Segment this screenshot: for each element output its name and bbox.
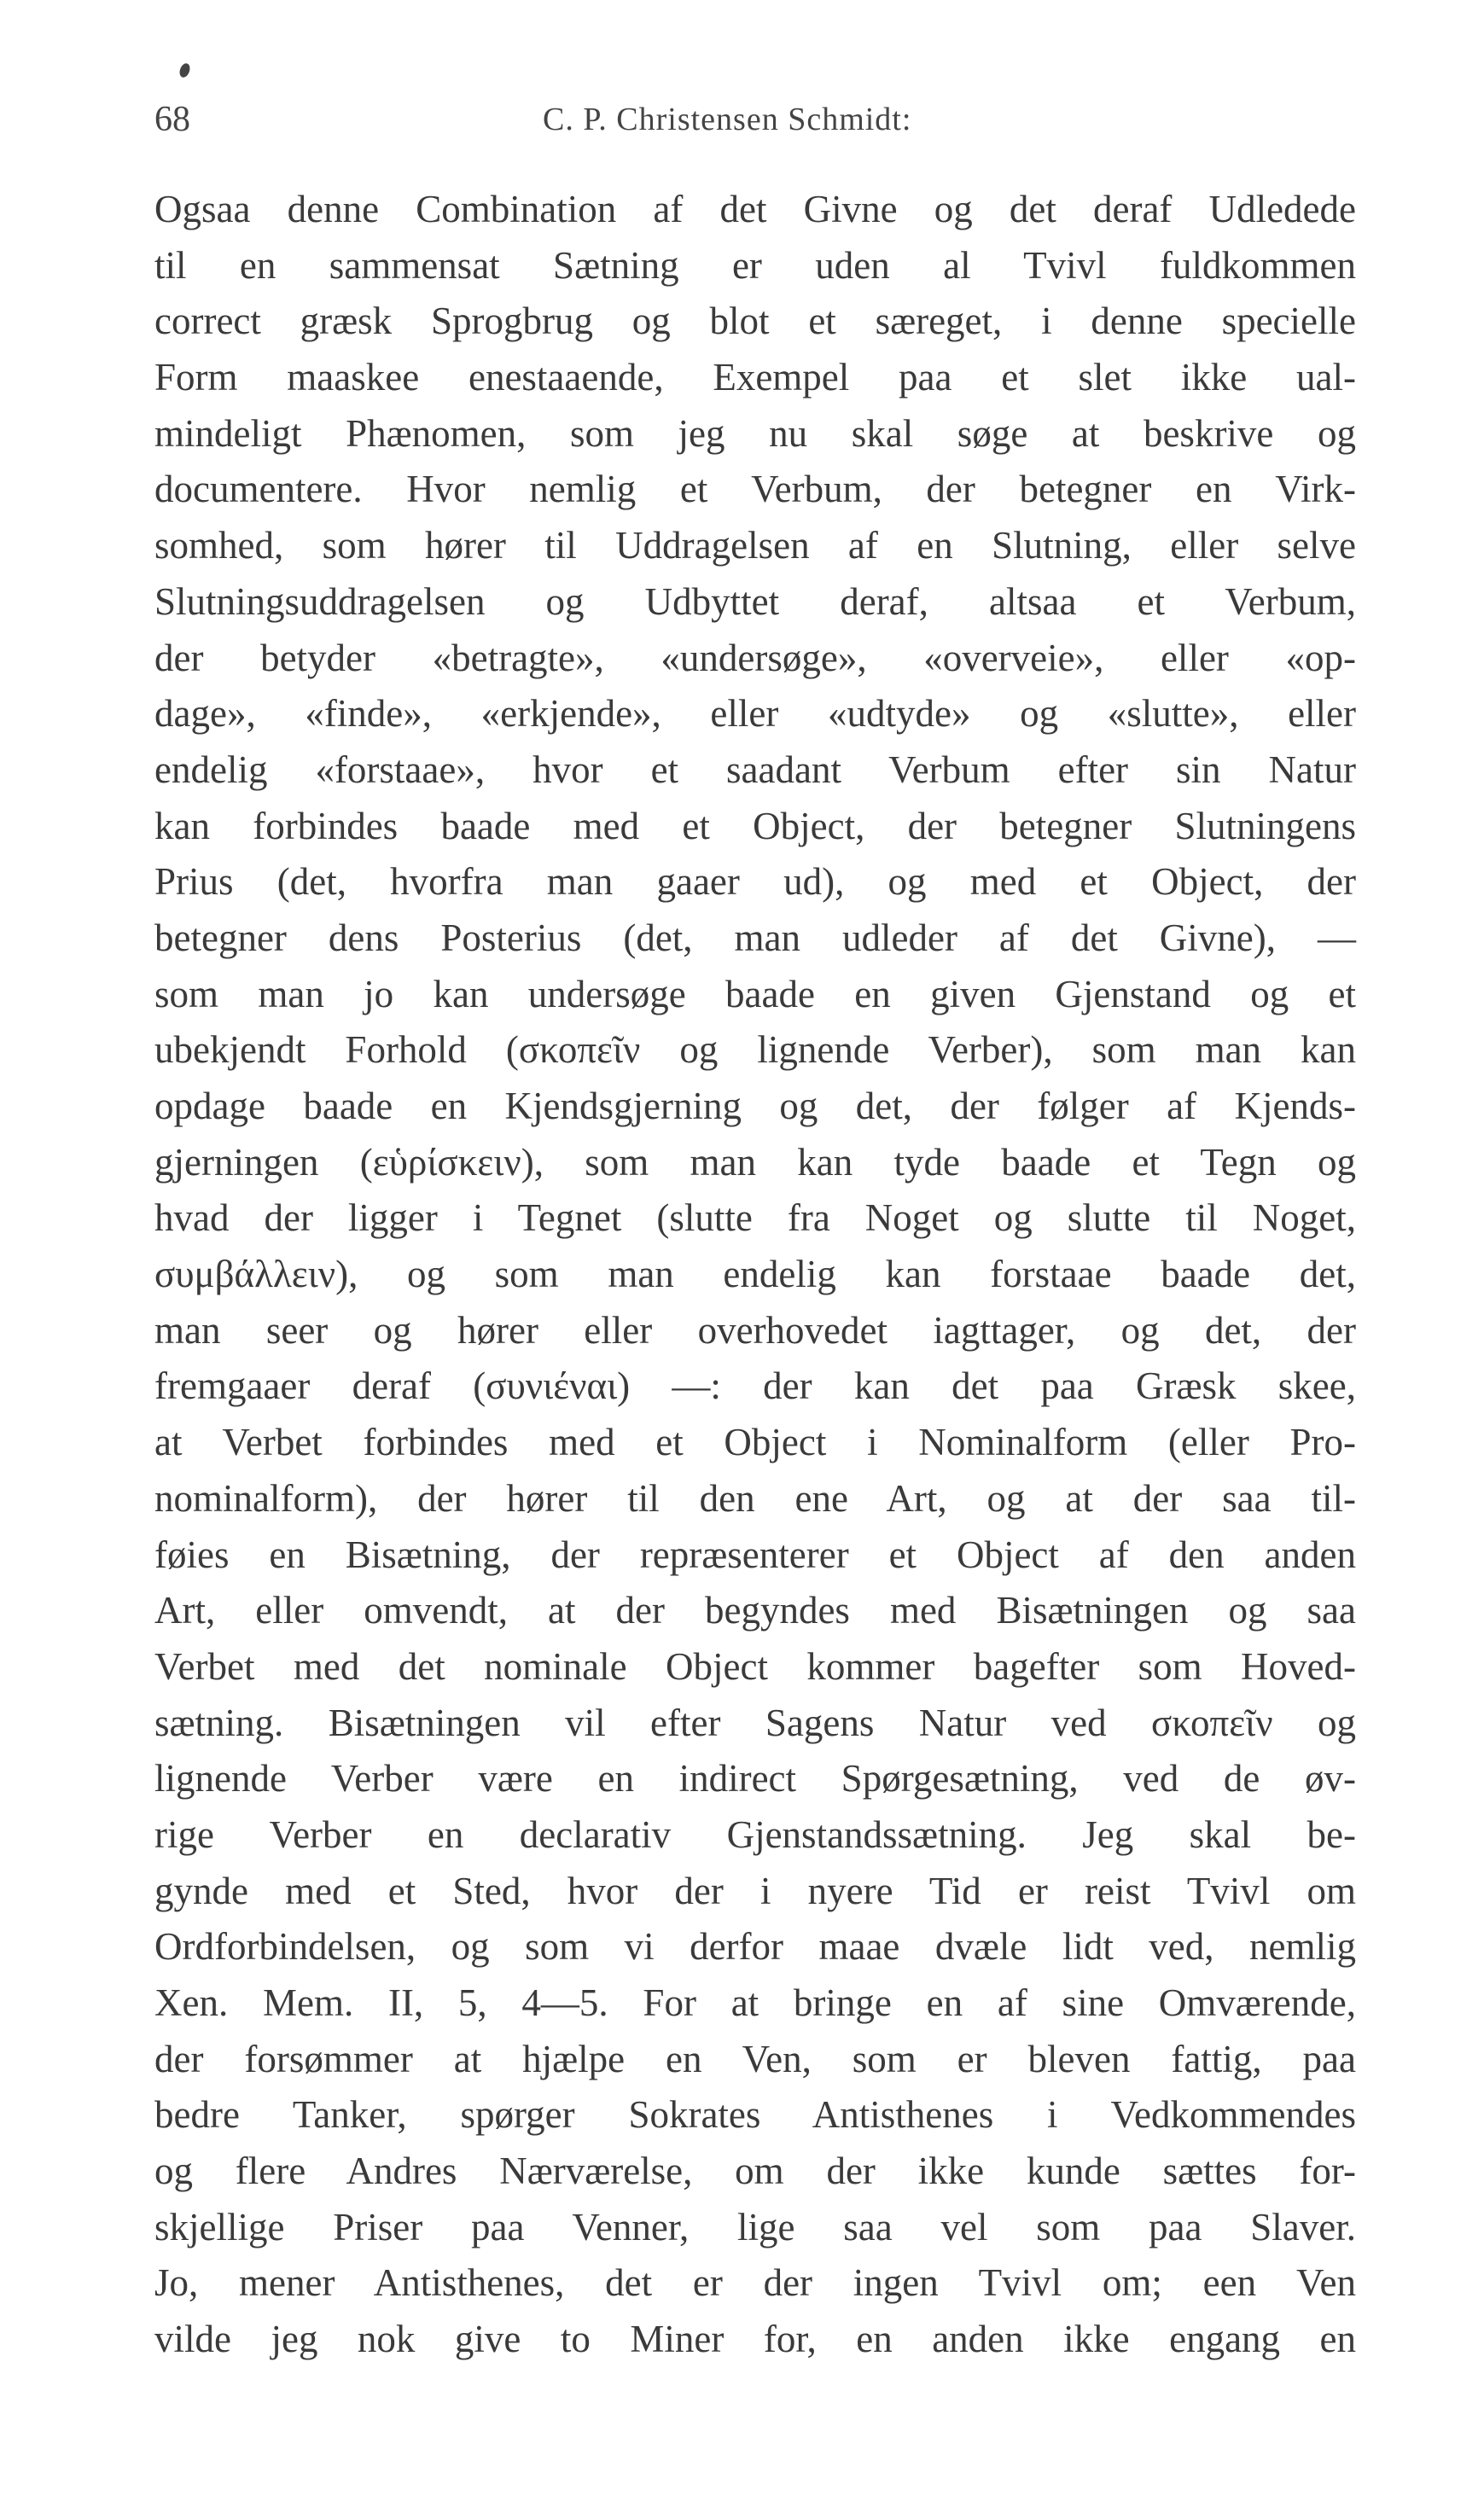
- text-line: lignende Verber være en indirect Spørgesætning, ved de øv-: [154, 1757, 1356, 1801]
- text-line: Prius (det, hvorfra man gaaer ud), og med et Object, der: [154, 860, 1356, 904]
- text-line: Ordforbindelsen, og som vi derfor maae dvæle lidt ved, nemlig: [154, 1925, 1356, 1969]
- text-line: kan forbindes baade med et Object, der betegner Slutningens: [154, 804, 1356, 847]
- page-number: 68: [154, 100, 190, 139]
- text-line: skjellige Priser paa Venner, lige saa vel som paa Slaver.: [154, 2205, 1356, 2248]
- text-line: Ogsaa denne Combination af det Givne og det deraf Udledede: [154, 188, 1356, 230]
- text-line: hvad der ligger i Tegnet (slutte fra Noget og slutte til Noget,: [154, 1196, 1356, 1240]
- text-line: der forsømmer at hjælpe en Ven, som er bleven fattig, paa: [154, 2037, 1356, 2080]
- text-line: documentere. Hvor nemlig et Verbum, der betegner en Virk-: [154, 468, 1356, 511]
- text-line: dage», «finde», «erkjende», eller «udtyde» og «slutte», eller: [154, 692, 1356, 736]
- text-line: bedre Tanker, spørger Sokrates Antisthenes i Vedkommendes: [154, 2093, 1356, 2137]
- text-line: Form maaskee enestaaende, Exempel paa et slet ikke ual-: [154, 356, 1356, 399]
- text-line: Verbet med det nominale Object kommer bagefter som Hoved-: [154, 1644, 1356, 1688]
- text-line: til en sammensat Sætning er uden al Tvivl fuldkommen: [154, 243, 1356, 287]
- text-line: rige Verber en declarativ Gjenstandssætning. Jeg skal be-: [154, 1812, 1356, 1856]
- page-header: [154, 94, 1349, 145]
- text-line: betegner dens Posterius (det, man udleder af det Givne), —: [154, 916, 1356, 959]
- text-line: opdage baade en Kjendsgjerning og det, der følger af Kjends-: [154, 1085, 1356, 1127]
- text-line: συμβάλλειν), og som man endelig kan forstaae baade det,: [154, 1253, 1356, 1296]
- text-line: endelig «forstaae», hvor et saadant Verbum efter sin Natur: [154, 748, 1356, 791]
- text-line: og flere Andres Nærværelse, om der ikke kunde sættes for-: [154, 2150, 1356, 2193]
- text-line: at Verbet forbindes med et Object i Nominalform (eller Pro-: [154, 1421, 1356, 1464]
- ink-dot-ornament: [177, 62, 191, 79]
- text-line: fremgaaer deraf (συνιέναι) —: der kan det paa Græsk skee,: [154, 1364, 1356, 1408]
- text-line: somhed, som hører til Uddragelsen af en Slutning, eller selve: [154, 524, 1356, 567]
- text-line: som man jo kan undersøge baade en given Gjenstand og et: [154, 972, 1356, 1015]
- text-line: føies en Bisætning, der repræsenterer et Object af den anden: [154, 1533, 1356, 1576]
- text-line: nominalform), der hører til den ene Art, og at der saa til-: [154, 1476, 1356, 1520]
- text-line: man seer og hører eller overhovedet iagttager, og det, der: [154, 1308, 1356, 1352]
- text-line: vilde jeg nok give to Miner for, en anden ikke engang en: [154, 2318, 1356, 2361]
- text-line: ubekjendt Forhold (σκοπεῖν og lignende Verber), som man kan: [154, 1028, 1356, 1072]
- text-line: correct græsk Sprogbrug og blot et særeget, i denne specielle: [154, 300, 1356, 343]
- text-line: sætning. Bisætningen vil efter Sagens Natur ved σκοπεῖν og: [154, 1701, 1356, 1744]
- text-line: Slutningsuddragelsen og Udbyttet deraf, altsaa et Verbum,: [154, 579, 1356, 623]
- text-line: der betyder «betragte», «undersøge», «overveie», eller «op-: [154, 636, 1356, 679]
- text-line: gjerningen (εὑρίσκειν), som man kan tyde baade et Tegn og: [154, 1140, 1356, 1184]
- text-line: Jo, mener Antisthenes, det er der ingen Tvivl om; een Ven: [154, 2261, 1356, 2305]
- text-line: Art, eller omvendt, at der begyndes med Bisætningen og saa: [154, 1589, 1356, 1632]
- running-head: C. P. Christensen Schmidt:: [543, 102, 912, 137]
- text-line: Xen. Mem. II, 5, 4—5. For at bringe en af sine Omværende,: [154, 1981, 1356, 2024]
- body-text: [154, 182, 1356, 2368]
- text-line: mindeligt Phænomen, som jeg nu skal søge at beskrive og: [154, 411, 1356, 455]
- text-line: gynde med et Sted, hvor der i nyere Tid er reist Tvivl om: [154, 1869, 1356, 1912]
